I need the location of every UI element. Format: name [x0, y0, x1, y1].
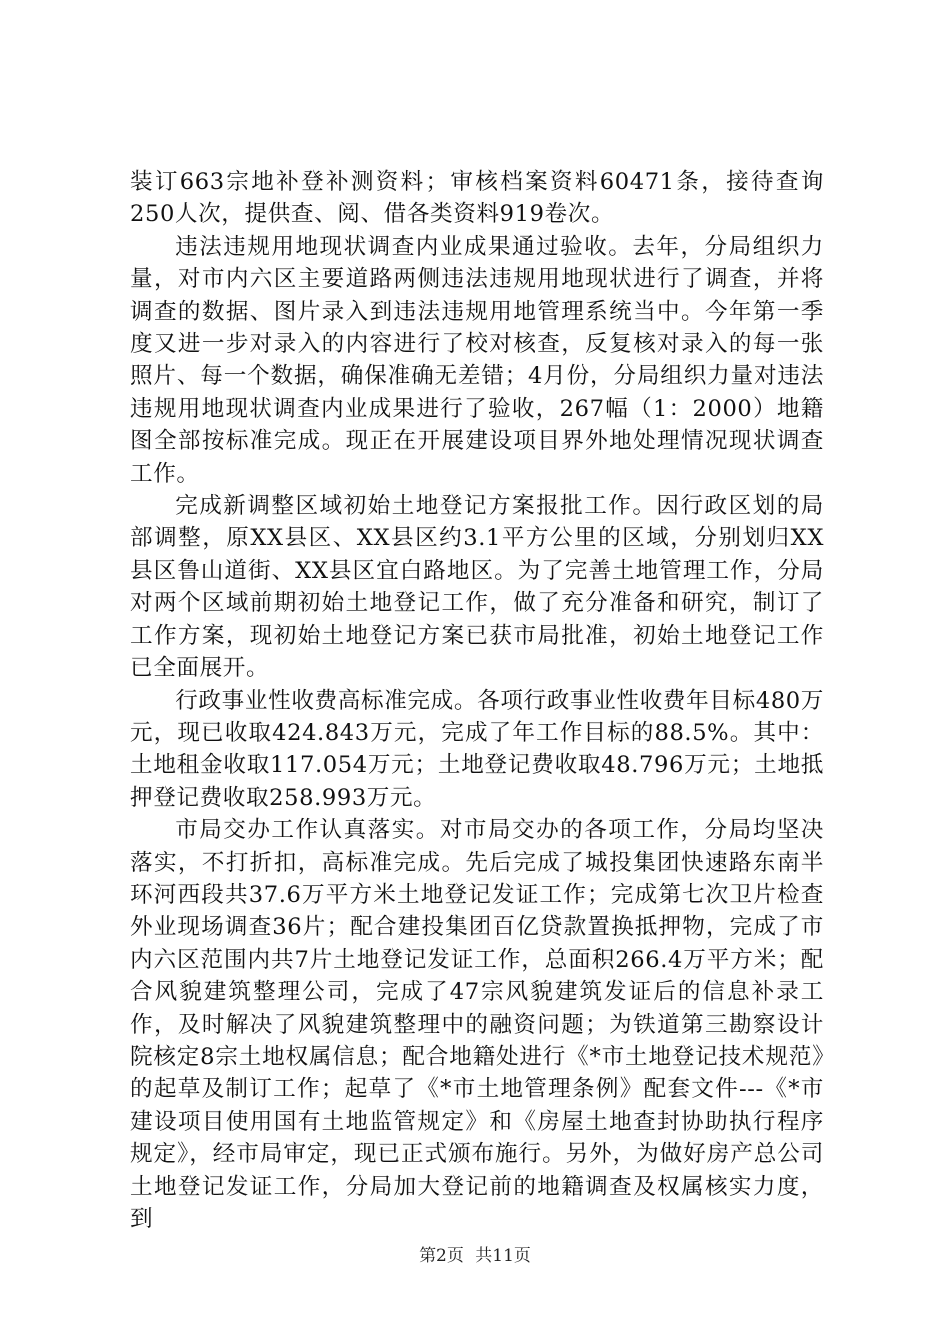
paragraph-assigned-work: 市局交办工作认真落实。对市局交办的各项工作，分局均坚决落实，不打折扣，高标准完成。先后完成了城投集团快速路东南半环河西段共37.6万平方米土地登记发证工作；完成第七次卫片检查外业现场调查36片；配合建投集团百亿贷款置换抵押物，完成了市内六区范围内共7片土地登记发证工作，总面积266.4万平方米；配合风貌建筑整理公司，完成了47宗风貌建筑发证后的信息补录工作，及时解决了风貌建筑整理中的融资问题；为铁道第三勘察设计院核定8宗土地权属信息；配合地籍处进行《*市土地登记技术规范》的起草及制订工作；起草了《*市土地管理条例》配套文件---《*市建设项目使用国有土地监管规定》和《房屋土地查封协助执行程序规定》，经市局审定，现已正式颁布施行。另外，为做好房产总公司土地登记发证工作，分局加大登记前的地籍调查及权属核实力度，到: [130, 817, 824, 1232]
page-number: 第2页: [419, 1246, 464, 1266]
paragraph-initial-registration: 完成新调整区域初始土地登记方案报批工作。因行政区划的局部调整，原XX县区、XX县区约3.1平方公里的区域，分别划归XX县区鲁山道街、XX县区宜白路地区。为了完善土地管理工作，分局对两个区域前期初始土地登记工作，做了充分准备和研究，制订了工作方案，现初始土地登记方案已获市局批准，初始土地登记工作已全面展开。: [130, 493, 824, 682]
paragraph-fee-collection: 行政事业性收费高标准完成。各项行政事业性收费年目标480万元，现已收取424.843万元，完成了年工作目标的88.5%。其中：土地租金收取117.054万元；土地登记费收取48.796万元；土地抵押登记费收取258.993万元。: [130, 687, 824, 811]
paragraph-archive-stats: 装订663宗地补登补测资料；审核档案资料60471条，接待查询250人次，提供查、阅、借各类资料919卷次。: [130, 169, 824, 228]
document-body: [130, 166, 824, 1235]
page-total: 共11页: [475, 1246, 531, 1266]
page-footer: [0, 1241, 950, 1266]
paragraph-illegal-land-survey: 违法违规用地现状调查内业成果通过验收。去年，分局组织力量，对市内六区主要道路两侧违法违规用地现状进行了调查，并将调查的数据、图片录入到违法违规用地管理系统当中。今年第一季度又进一步对录入的内容进行了校对核查，反复核对录入的每一张照片、每一个数据，确保准确无差错；4月份，分局组织力量对违法违规用地现状调查内业成果进行了验收，267幅（1：2000）地籍图全部按标准完成。现正在开展建设项目界外地处理情况现状调查工作。: [130, 233, 824, 487]
